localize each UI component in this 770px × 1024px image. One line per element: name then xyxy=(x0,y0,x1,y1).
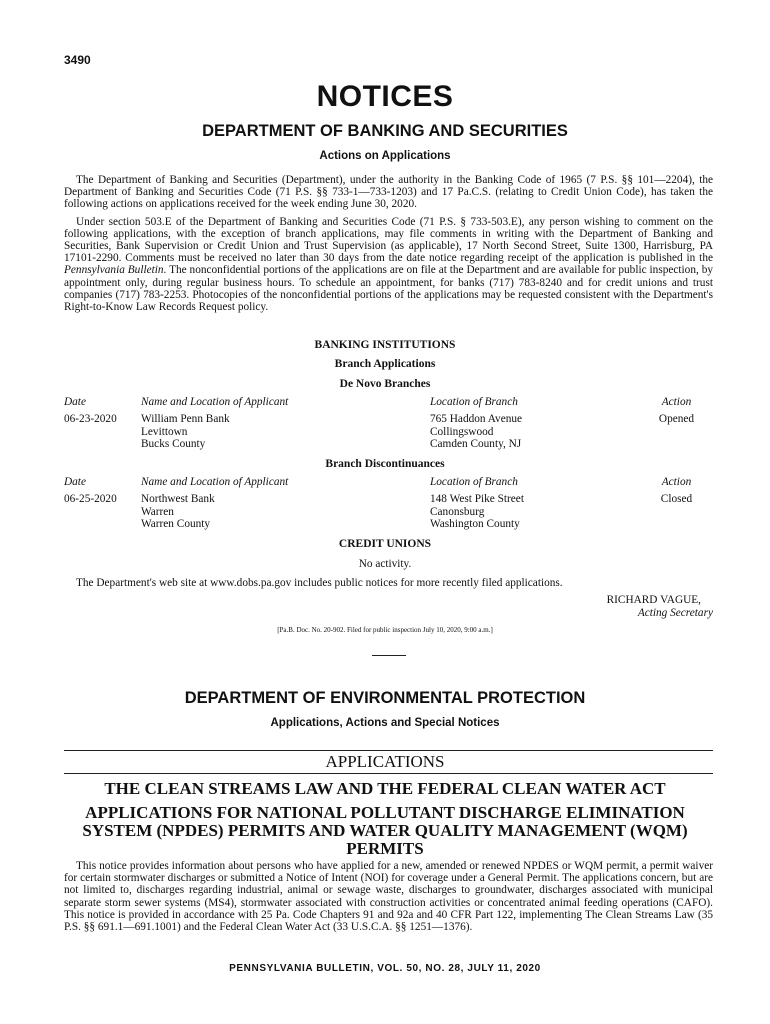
branch-applications-heading: Branch Applications xyxy=(334,358,436,370)
dept-banking-title: DEPARTMENT OF BANKING AND SECURITIES xyxy=(202,122,568,140)
credit-unions-heading: CREDIT UNIONS xyxy=(338,538,432,550)
clean-streams-heading: THE CLEAN STREAMS LAW AND THE FEDERAL CLEAN WATER ACT xyxy=(104,779,666,798)
page-number: 3490 xyxy=(64,53,91,67)
col-header-action: Action xyxy=(661,396,692,408)
dept-banking-subtitle: Actions on Applications xyxy=(319,150,451,162)
applications-rule-top xyxy=(64,750,713,751)
page-footer: PENNSYLVANIA BULLETIN, VOL. 50, NO. 28, JULY 11, 2020 xyxy=(229,963,541,974)
de-novo-location: 765 Haddon Avenue Collingswood Camden County, NJ xyxy=(430,413,523,450)
dept-environment-subtitle: Applications, Actions and Special Notices xyxy=(270,717,500,729)
section-divider xyxy=(372,655,406,656)
de-novo-applicant: William Penn Bank Levittown Bucks County xyxy=(141,413,230,450)
col-header-name: Name and Location of Applicant xyxy=(141,396,289,408)
no-activity-text: No activity. xyxy=(358,558,412,570)
col-header-date: Date xyxy=(64,396,86,408)
dept-environment-title: DEPARTMENT OF ENVIRONMENTAL PROTECTION xyxy=(184,689,586,707)
col-header-location: Location of Branch xyxy=(430,396,518,408)
col-header-action-2: Action xyxy=(661,476,692,488)
signer-title: Acting Secretary xyxy=(637,607,713,619)
discontinuance-applicant: Northwest Bank Warren Warren County xyxy=(141,493,215,530)
section-title: NOTICES xyxy=(316,80,454,113)
filed-notice: [Pa.B. Doc. No. 20-902. Filed for public inspection July 10, 2020, 9:00 a.m.] xyxy=(277,626,493,634)
banking-intro-paragraph xyxy=(64,174,713,313)
discontinuance-date: 06-25-2020 xyxy=(64,493,117,505)
banking-para-2: Under section 503.E of the Department of Banking and Securities Code (71 P.S. § 733-503.E), any person wishing to comment on the following applications, with the exception of branch applications, may file comments in writing with the Department of Banking and Securities, Bank Supervision or Credit Union and Trust Supervision (as applicable), 17 North Second Street, Suite 1300, Harrisburg, PA 17101-2290. Comments must be received no later than 30 days from the date notice regarding receipt of the application is published in the Pennsylvania Bulletin. The nonconfidential portions of the applications are on file at the Department and are available for public inspection, by appointment only, during regular business hours. To schedule an appointment, for banks (717) 783-8240 and for credit unions and trust companies (717) 783-2253. Photocopies of the nonconfidential portions of the applications may be requested consistent with the Department's Right-to-Know Law Records Request policy. xyxy=(64,215,714,314)
col-header-name-2: Name and Location of Applicant xyxy=(141,476,289,488)
de-novo-date: 06-23-2020 xyxy=(64,413,117,425)
de-novo-heading: De Novo Branches xyxy=(339,378,431,390)
discontinuance-location: 148 West Pike Street Canonsburg Washington County xyxy=(430,493,524,530)
applications-rule-bottom xyxy=(64,773,713,774)
discontinuances-heading: Branch Discontinuances xyxy=(325,458,445,470)
npdes-heading: APPLICATIONS FOR NATIONAL POLLUTANT DISCHARGE ELIMINATION SYSTEM (NPDES) PERMITS AND WATER QUALITY MANAGEMENT (WQM) PERMITS xyxy=(82,803,688,858)
website-note: The Department's web site at www.dobs.pa.gov includes public notices for more recently filed applications. xyxy=(76,577,563,589)
applications-heading: APPLICATIONS xyxy=(325,752,445,771)
banking-institutions-heading: BANKING INSTITUTIONS xyxy=(314,339,456,351)
de-novo-action: Opened xyxy=(658,413,695,425)
col-header-location-2: Location of Branch xyxy=(430,476,518,488)
environment-intro-paragraph: This notice provides information about persons who have applied for a new, amended or renewed NPDES or WQM permit, a permit waiver for certain stormwater discharges or submitted a Notice of Intent (NOI) for coverage under a General Permit. The applications concern, but are not limited to, discharges regarding industrial, animal or sewage waste, discharges to groundwater, discharges associated with municipal separate storm sewer systems (MS4), stormwater associated with construction activities or concentrated animal feeding operations (CAFO). This notice is provided in accordance with 25 Pa. Code Chapters 91 and 92a and 40 CFR Part 122, implementing The Clean Streams Law (35 P.S. §§ 691.1—691.1001) and the Federal Clean Water Act (33 U.S.C.A. §§ 1251—1376). xyxy=(64,860,713,934)
signer-name: RICHARD VAGUE, xyxy=(606,594,701,606)
banking-para-1: The Department of Banking and Securities (Department), under the authority in the Banking Code of 1965 (7 P.S. §§ 101—2204), the Department of Banking and Securities Code (71 P.S. §§ 733-1—733-1203) and 17 Pa.C.S. (relating to Credit Union Code), has taken the following actions on applications received for the week ending June 30, 2020. xyxy=(64,174,713,211)
discontinuance-action: Closed xyxy=(660,493,693,505)
col-header-date-2: Date xyxy=(64,476,86,488)
